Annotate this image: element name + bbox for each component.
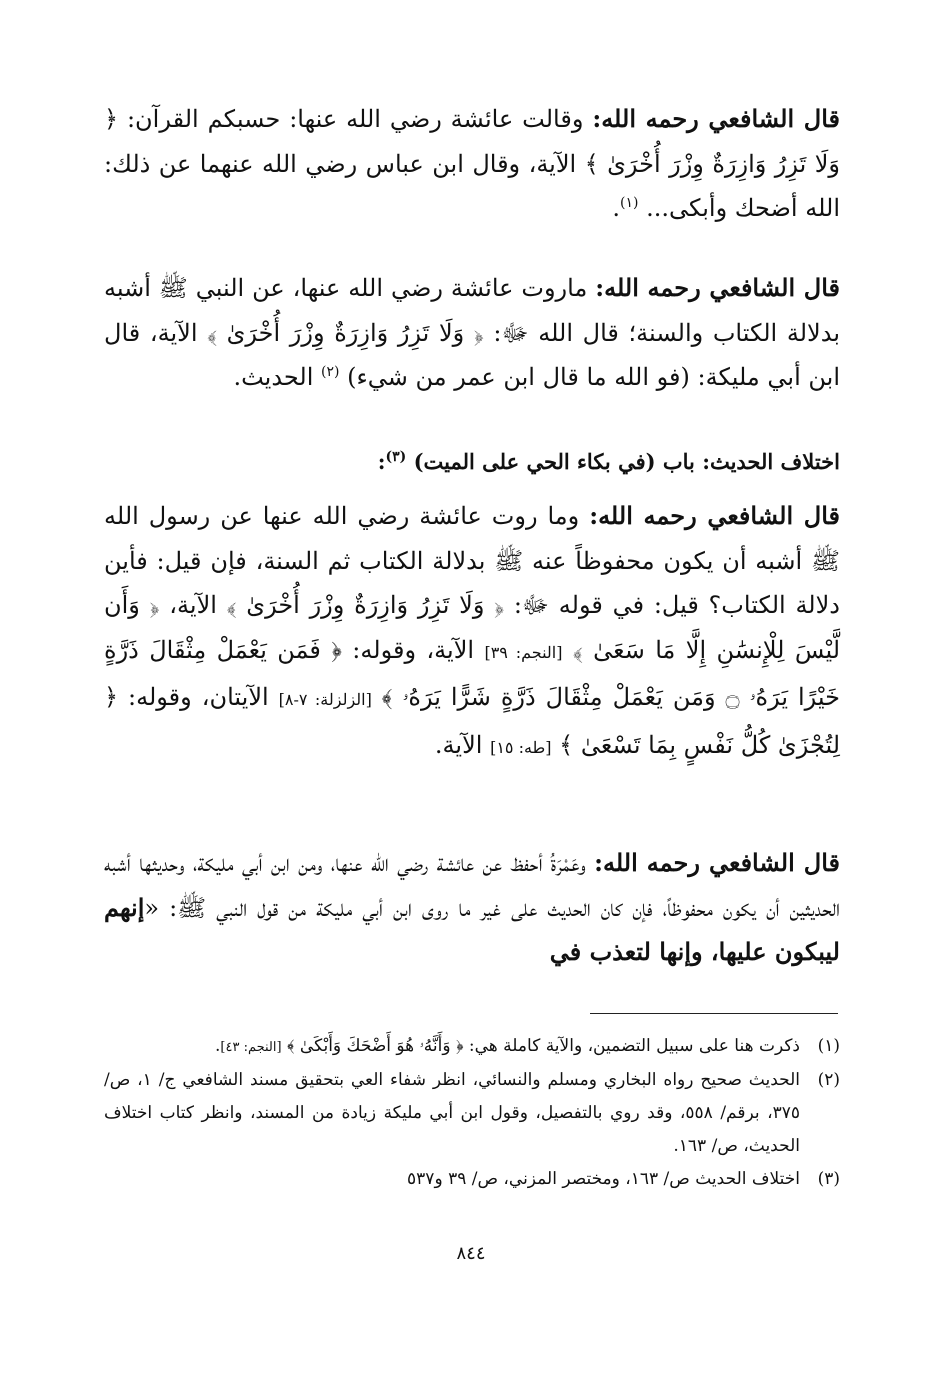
paragraph-text: الآية، وقوله: ﴿ فَمَن يَعْمَلْ مِثْقَالَ ذَرَّةٍ خَيْرًا يَرَهُۥ ۝ وَمَن يَعْمَلْ مِثْقَالَ ذَرَّةٍ شَرًّا يَرَهُۥ ﴾ <box>104 635 840 711</box>
footnote-number: (١) <box>817 1036 840 1056</box>
footnote-3 <box>104 1163 840 1196</box>
footnote-ref[interactable]: (٢) <box>321 364 340 380</box>
section-heading <box>104 442 840 482</box>
paragraph-end: الآية. <box>434 730 491 759</box>
speaker-lead: قال الشافعي رحمه الله: <box>592 104 840 133</box>
hadith-quote: إنهم ليبكون عليها، وإنها لتعذب في <box>104 892 840 966</box>
quran-citation: [النجم: ٤٣] <box>220 1040 282 1055</box>
speaker-lead: قال الشافعي رحمه الله: <box>589 501 840 530</box>
footnote-ref[interactable]: (١) <box>620 195 639 211</box>
heading-text: اختلاف الحديث: باب (في بكاء الحي على الميت) <box>406 449 840 474</box>
footnote-end: . <box>214 1036 221 1056</box>
speaker-lead: قال الشافعي رحمه الله: <box>594 848 840 877</box>
paragraph-1 <box>104 97 840 231</box>
quran-citation: [الزلزلة: ٧-٨] <box>278 690 372 709</box>
footnote-text: الحديث صحيح رواه البخاري ومسلم والنسائي، انظر شفاء العي بتحقيق مسند الشافعي ج/ ١، ص/ ٣٧٥، برقم/ ٥٥٨، وقد روي بالتفصيل، وقول ابن أبي مليكة زيادة من المسند، وانظر كتاب اختلاف الحديث، ص/ ١٦٣. <box>104 1070 801 1156</box>
quran-citation: [طه: ١٥] <box>490 737 552 757</box>
footnote-ref[interactable]: (٣) <box>385 449 407 465</box>
footnote-number: (٣) <box>817 1169 840 1189</box>
paragraph-text: الآيتان، وقوله: ﴿ لِتُجْزَىٰ كُلُّ نَفْسٍ بِمَا تَسْعَىٰ ﴾ <box>104 683 840 759</box>
paragraph-3 <box>104 494 840 770</box>
footnote-2 <box>104 1064 840 1163</box>
paragraph-text: وعَمْرَةُ أحفظ عن عائشة رضي الله عنها، ومن ابن أبي مليكة، وحديثها أشبه الحديثين أن يكون محفوظاً، فإن كان الحديث على غير ما روى ابن أبي مليكة من قول النبي ﷺ: « <box>104 849 840 922</box>
footnote-number: (٢) <box>817 1070 840 1090</box>
footnotes <box>104 1030 840 1196</box>
paragraph-text: وقالت عائشة رضي الله عنها: حسبكم القرآن: ﴿ وَلَا تَزِرُ وَازِرَةٌ وِزْرَ أُخْرَىٰ ﴾ الآية، وقال ابن عباس رضي الله عنهما عن ذلك: الله أضحك وأبكى... <box>104 105 840 222</box>
footnote-separator <box>590 1013 838 1014</box>
paragraph-4 <box>104 841 840 975</box>
heading-end: : <box>377 449 386 474</box>
footnote-text <box>104 1030 800 1064</box>
paragraph-end: . <box>612 194 620 222</box>
footnote-1 <box>104 1030 840 1064</box>
paragraph-text: ماروت عائشة رضي الله عنها، عن النبي ﷺ أشبه بدلالة الكتاب والسنة؛ قال الله ﷻ: ﴿ وَلَا تَزِرُ وَازِرَةٌ وِزْرَ أُخْرَىٰ ﴾ الآية، قال ابن أبي مليكة: (فو الله ما قال ابن عمر من شيء) <box>104 274 841 391</box>
footnote-body: ذكرت هنا على سبيل التضمين، والآية كاملة هي: ﴿ وَأَنَّهُۥ هُوَ أَضْحَكَ وَأَبْكَىٰ ﴾ <box>281 1036 800 1056</box>
paragraph-text: وما روت عائشة رضي الله عنها عن رسول الله ﷺ أشبه أن يكون محفوظاً عنه ﷺ بدلالة الكتاب ثم السنة، فإن قيل: فأين دلالة الكتاب؟ قيل: في قوله ﷻ: ﴿ وَلَا تَزِرُ وَازِرَةٌ وِزْرَ أُخْرَىٰ ﴾ الآية، ﴿ وَأَن لَّيْسَ لِلْإِنسَٰنِ إِلَّا مَا سَعَىٰ ﴾ <box>104 502 841 664</box>
speaker-lead: قال الشافعي رحمه الله: <box>595 273 841 302</box>
page-number: ٨٤٤ <box>456 1243 486 1264</box>
quran-citation: [النجم: ٣٩] <box>484 642 563 662</box>
paragraph-end: الحديث. <box>233 363 322 391</box>
paragraph-2 <box>104 266 840 400</box>
footnote-text: اختلاف الحديث ص/ ١٦٣، ومختصر المزني، ص/ ٣٩ و٥٣٧ <box>407 1169 800 1189</box>
